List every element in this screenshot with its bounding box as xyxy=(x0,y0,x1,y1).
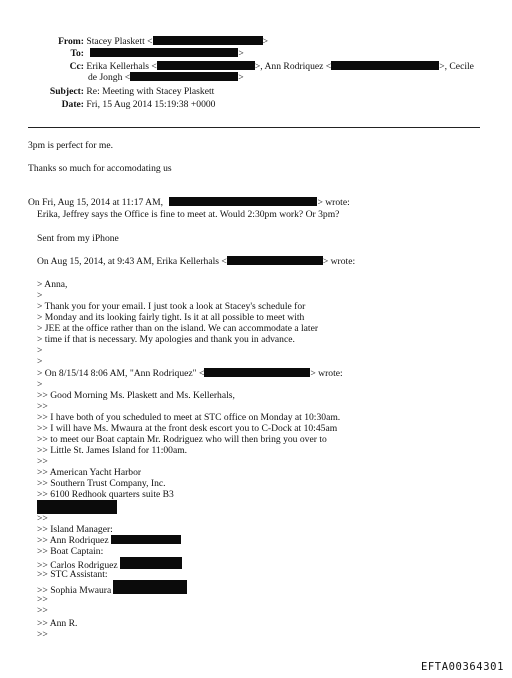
quote-line: >> xyxy=(37,456,48,467)
quote-line: > time if that is necessary. My apologies and thank you in advance. xyxy=(37,334,295,345)
from-row: From: Stacey Plaskett < > xyxy=(40,36,268,47)
quote-line: > xyxy=(37,356,43,367)
bates-number: EFTA00364301 xyxy=(420,661,504,673)
quote-line: >> I will have Ms. Mwaura at the front desk escort you to C-Dock at 10:45am xyxy=(37,423,338,434)
quote-line: >> xyxy=(37,401,48,412)
reply-line-1: 3pm is perfect for me. xyxy=(28,140,113,151)
sent-from-line: Sent from my iPhone xyxy=(37,233,119,244)
redaction-block xyxy=(113,580,187,594)
cc-row xyxy=(40,61,474,72)
from-name: Stacey Plaskett < xyxy=(86,36,153,47)
quote-line: > xyxy=(37,379,43,390)
subject-label: Subject: xyxy=(49,86,84,97)
date-label: Date: xyxy=(61,99,84,110)
redaction-block xyxy=(227,256,323,265)
quote-line: > Monday and its looking fairly tight. Is it at all possible to meet with xyxy=(37,312,305,323)
quote-line: >> Little St. James Island for 11:00am. xyxy=(37,445,188,456)
subject-row xyxy=(40,86,214,97)
redaction-block xyxy=(120,557,182,569)
date-text: Fri, 15 Aug 2014 15:19:38 +0000 xyxy=(86,99,216,110)
redaction-block xyxy=(130,72,238,81)
quote-line: >> Good Morning Ms. Plaskett and Ms. Kellerhals, xyxy=(37,390,235,401)
cc-separator-2: >, Cecile xyxy=(439,61,474,72)
quote-line: >> to meet our Boat captain Mr. Rodriguez who will then bring you over to xyxy=(37,434,327,445)
quote-line: > Anna, xyxy=(37,279,68,290)
quote-line: > Thank you for your email. I just took a look at Stacey's schedule for xyxy=(37,301,306,312)
quote-line: > xyxy=(37,290,43,301)
quote-line: >> I have both of you scheduled to meet at STC office on Monday at 10:30am. xyxy=(37,412,341,423)
cc-name-3: de Jongh < xyxy=(88,72,131,83)
quote-line: >> Carlos Rodriguez xyxy=(37,557,182,568)
quote-2-intro: On Aug 15, 2014, at 9:43 AM, Erika Kellerhals < > wrote: xyxy=(37,256,356,267)
cc-name-1: Erika Kellerhals < xyxy=(86,61,157,72)
quote-line: >> xyxy=(37,513,48,524)
quote-line: >> American Yacht Harbor xyxy=(37,467,142,478)
quote-line: >> xyxy=(37,594,48,605)
redaction-block xyxy=(169,197,317,206)
cc-label: Cc: xyxy=(69,61,84,72)
quote-line: >> xyxy=(37,629,48,640)
quote-line: >> Boat Captain: xyxy=(37,546,104,557)
redaction-block xyxy=(37,500,117,514)
quote-line: >> Island Manager: xyxy=(37,524,113,535)
redaction-block xyxy=(111,535,181,544)
redaction-block xyxy=(90,48,238,57)
quote-line: >> Ann Rodriquez xyxy=(37,535,181,546)
redacted-address-line xyxy=(37,500,117,511)
quote-1-intro: On Fri, Aug 15, 2014 at 11:17 AM, > wrote: xyxy=(28,197,350,208)
date-row xyxy=(40,99,215,110)
quote-1-text: Erika, Jeffrey says the Office is fine to meet at. Would 2:30pm work? Or 3pm? xyxy=(37,209,340,220)
cc-continuation-row: de Jongh < > xyxy=(88,72,244,83)
reply-line-2: Thanks so much for accomodating us xyxy=(28,163,172,174)
quote-line: >> Sophia Mwaura xyxy=(37,580,187,591)
redaction-block xyxy=(204,368,310,377)
quote-line: > xyxy=(37,345,43,356)
from-label: From: xyxy=(58,36,84,47)
quote-line: >> Southern Trust Company, Inc. xyxy=(37,478,166,489)
redaction-block xyxy=(331,61,439,70)
quote-line: >> 6100 Redhook quarters suite B3 xyxy=(37,489,174,500)
redaction-block xyxy=(157,61,255,70)
quote-3-intro: > On 8/15/14 8:06 AM, "Ann Rodriquez" < > wrote: xyxy=(37,368,343,379)
to-label: To: xyxy=(70,48,84,59)
quote-line: >> STC Assistant: xyxy=(37,569,108,580)
quote-line: >> xyxy=(37,605,48,616)
quote-line: >> Ann R. xyxy=(37,618,78,629)
redaction-block xyxy=(153,36,263,45)
to-row: To: > xyxy=(40,48,244,59)
quote-line: > JEE at the office rather than on the island. We can accommodate a later xyxy=(37,323,319,334)
cc-separator-1: >, Ann Rodriquez < xyxy=(254,61,332,72)
subject-text: Re: Meeting with Stacey Plaskett xyxy=(86,86,215,97)
header-divider xyxy=(28,127,480,128)
